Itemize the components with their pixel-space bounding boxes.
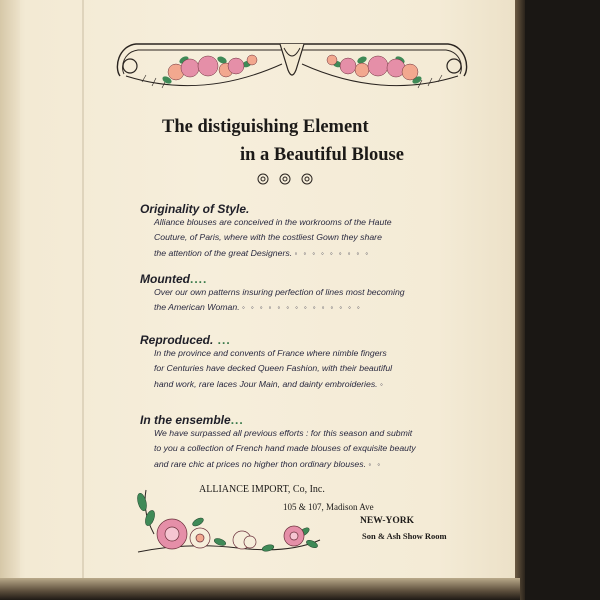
page-spine-shadow <box>0 0 20 600</box>
green-dots-ornament: ... <box>230 413 244 427</box>
section-line: Alliance blouses are conceived in the workrooms of the Haute <box>154 217 392 227</box>
dotted-leader: ◦ <box>380 379 389 389</box>
section-heading-text: Mounted <box>140 272 190 286</box>
section-line: In the province and convents of France where nimble fingers <box>154 348 387 358</box>
page-fold-line <box>82 0 84 600</box>
section-heading-text: Reproduced. <box>140 333 214 347</box>
section-heading-originality: Originality of Style. <box>140 202 250 216</box>
section-heading-ensemble <box>140 413 244 427</box>
dotted-leader: ◦◦◦◦◦◦◦◦◦◦◦◦◦◦ <box>242 303 366 313</box>
section-body-reproduced <box>154 346 392 392</box>
section-body-ensemble <box>154 426 416 472</box>
section-line <box>154 377 392 392</box>
section-line: Couture, of Paris, where with the costliest Gown they share <box>154 232 382 243</box>
section-line: for Centuries have decked Queen Fashion, with their beautiful <box>154 363 393 374</box>
section-line <box>154 300 405 315</box>
section-line-text: hand work, rare laces Jour Main, and dainty embroideries. <box>154 378 378 389</box>
section-line <box>154 246 392 261</box>
section-heading-text: In the ensemble <box>140 413 231 427</box>
section-line: We have surpassed all previous efforts : for this season and submit <box>154 428 413 438</box>
floral-garland-ornament-top <box>112 30 472 102</box>
section-line-text: and rare chic at prices no higher thon ordinary blouses. <box>154 458 366 469</box>
company-address: 105 & 107, Madison Ave <box>283 502 374 512</box>
section-line: Over our own patterns insuring perfection of lines most becoming <box>154 287 405 297</box>
company-name: ALLIANCE IMPORT, Co, Inc. <box>199 484 325 495</box>
section-line: to you a collection of French hand made blouses of exquisite beauty <box>154 443 416 454</box>
section-heading-mounted <box>140 272 207 286</box>
section-body-originality <box>154 215 392 261</box>
page-title-line-2: in a Beautiful Blouse <box>240 145 404 165</box>
page-right-edge-shadow <box>515 0 525 600</box>
section-body-mounted <box>154 285 405 316</box>
rosette-ornaments <box>255 171 325 187</box>
company-showroom: Son & Ash Show Room <box>362 531 447 541</box>
section-heading-reproduced <box>140 333 231 347</box>
green-dots-ornament: .... <box>190 272 208 286</box>
page-title-line-1: The distiguishing Element <box>162 117 369 137</box>
section-line-text: the American Woman. <box>154 302 240 313</box>
dotted-leader: ◦◦ <box>368 459 387 469</box>
dotted-leader: ◦◦◦◦◦◦◦◦◦ <box>294 248 375 258</box>
green-dots-ornament: ... <box>213 333 231 347</box>
company-city: NEW-YORK <box>360 516 415 526</box>
page-bottom-edge-shadow <box>0 578 520 600</box>
section-line <box>154 457 416 472</box>
section-line-text: the attention of the great Designers. <box>154 247 293 258</box>
